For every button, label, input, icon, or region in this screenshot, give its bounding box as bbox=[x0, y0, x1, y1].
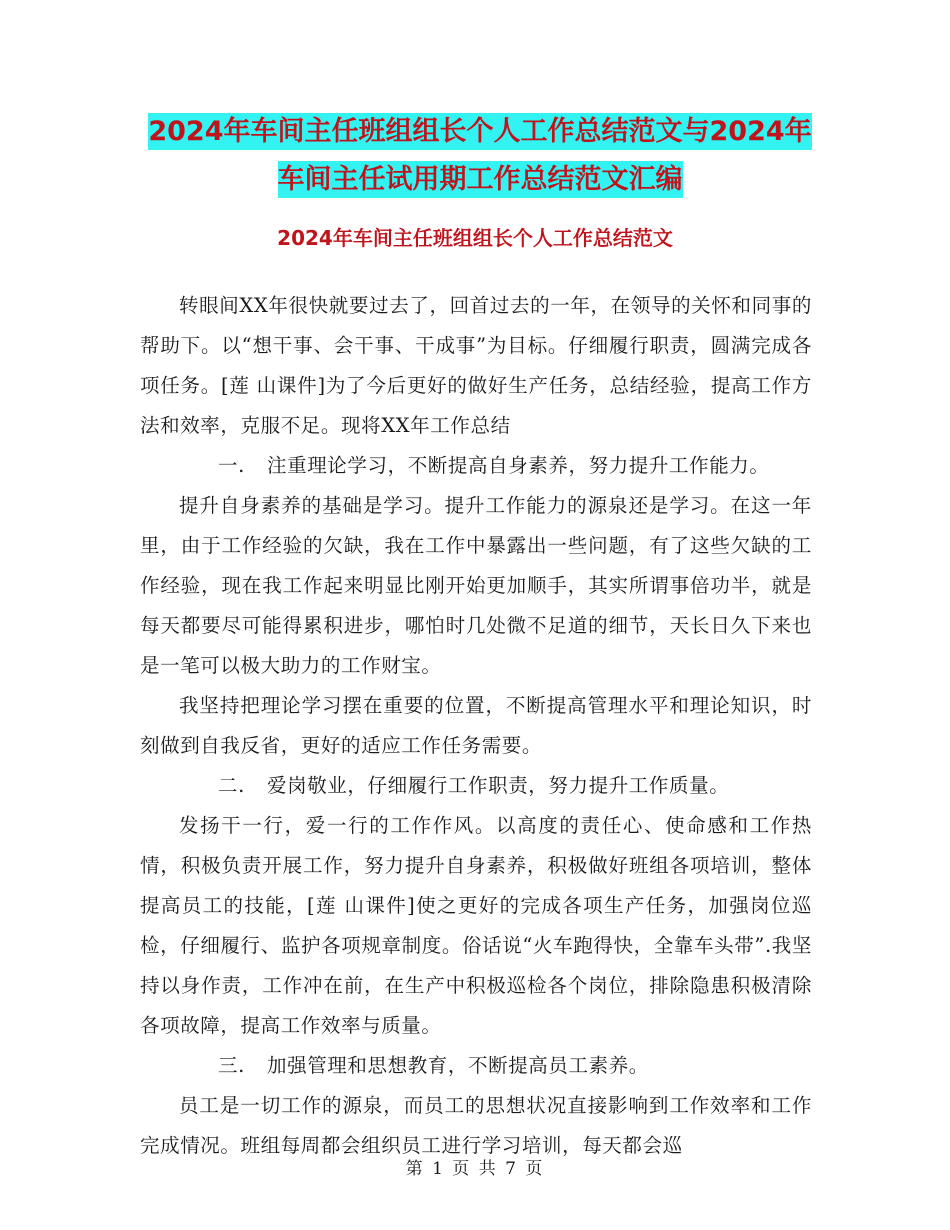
document-title bbox=[140, 108, 820, 204]
paragraph: 员工是一切工作的源泉，而员工的思想状况直接影响到工作效率和工作完成情况。班组每周都会组织员工进行学习培训，每天都会巡 bbox=[140, 1094, 812, 1157]
document-body bbox=[140, 286, 812, 1166]
section-number: 二. bbox=[218, 774, 245, 797]
section-heading-text: 加强管理和思想教育，不断提高员工素养。 bbox=[267, 1054, 649, 1077]
paragraph: 转眼间XX年很快就要过去了，回首过去的一年，在领导的关怀和同事的帮助下。以“想干事、会干事、干成事”为目标。仔细履行职责，圆满完成各项任务。[莲 山课件]为了今后更好的做好生产任务，总结经验，提高工作方法和效率，克服不足。现将XX年工作总结 bbox=[140, 294, 812, 437]
section-number: 一. bbox=[218, 454, 245, 477]
section-heading-text: 爱岗敬业，仔细履行工作职责，努力提升工作质量。 bbox=[267, 774, 730, 797]
section-heading bbox=[140, 1046, 812, 1086]
title-line-2: 车间主任试用期工作总结范文汇编 bbox=[278, 161, 683, 198]
paragraph: 发扬干一行，爱一行的工作作风。以高度的责任心、使命感和工作热情，积极负责开展工作，努力提升自身素养，积极做好班组各项培训，整体提高员工的技能，[莲 山课件]使之更好的完成各项生产任务，加强岗位巡检，仔细履行、监护各项规章制度。俗话说“火车跑得快，全靠车头带”.我坚持以身作责，工作冲在前，在生产中积极巡检各个岗位，排除隐患积极清除各项故障，提高工作效率与质量。 bbox=[140, 814, 812, 1037]
page-number-footer: 第 1 页 共 7 页 bbox=[405, 1159, 545, 1179]
title-line-1: 2024年车间主任班组组长个人工作总结范文与2024年 bbox=[148, 113, 811, 150]
paragraph: 提升自身素养的基础是学习。提升工作能力的源泉还是学习。在这一年里，由于工作经验的欠缺，我在工作中暴露出一些问题，有了这些欠缺的工作经验，现在我工作起来明显比刚开始更加顺手，其实所谓事倍功半，就是每天都要尽可能得累积进步，哪怕时几处微不足道的细节，天长日久下来也是一笔可以极大助力的工作财宝。 bbox=[140, 494, 812, 677]
section-heading bbox=[140, 446, 812, 486]
section-number: 三. bbox=[218, 1054, 245, 1077]
section-heading bbox=[140, 766, 812, 806]
paragraph: 我坚持把理论学习摆在重要的位置，不断提高管理水平和理论知识，时刻做到自我反省，更好的适应工作任务需要。 bbox=[140, 694, 812, 757]
section-heading-text: 注重理论学习，不断提高自身素养，努力提升工作能力。 bbox=[267, 454, 770, 477]
section-title: 2024年车间主任班组组长个人工作总结范文 bbox=[277, 226, 673, 250]
